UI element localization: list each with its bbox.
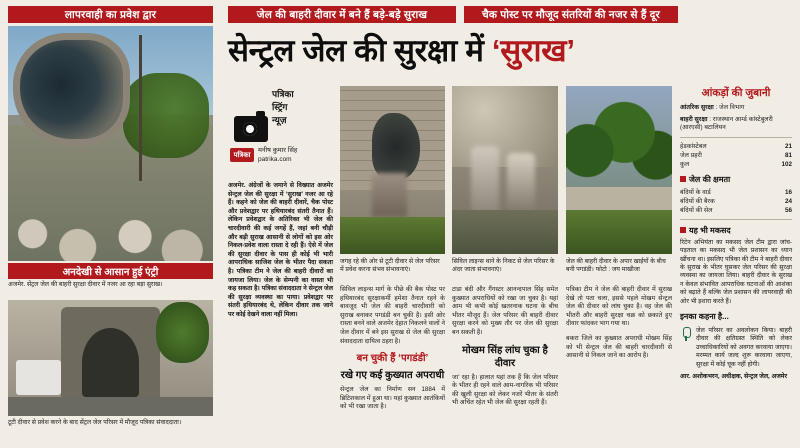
byline-site: patrika.com bbox=[258, 156, 292, 163]
subhead-criminals: रखे गए कई कुख्यात अपराधी bbox=[340, 370, 445, 382]
caption-badge-entry: अनदेखी से आसान हुई एंट्री bbox=[8, 263, 213, 279]
official-quote-text: जेल परिसर का अवलोकन किया। बाहरी दीवार की क्षतिग्रस्त स्थिति को लेकर उच्चाधिकारियों को अवगत करवाया जाएगा। मरम्मत कार्य जल्द शुरू करवाया जाएगा, सुरक्षा में कोई चूक नहीं होगी। bbox=[696, 327, 792, 368]
article-paragraph: सिविल लाइन्स मार्ग के पीछे की बैक पोस्ट पर हथियारबंद सुरक्षाकर्मी हमेशा तैनात रहने के बावजूद भी जेल की बाहरी चारदीवारी को सुराख बनाकर पगडंडी बन चुकी है। इसी ओर रास्ता बनने वाले अजमेर देहात निकलने वालों ने जेल दीवार में बने इस सुराख से जेल की सुरक्षा संवाददाता दायित्व ठहरा है। bbox=[340, 286, 445, 345]
patrika-badge: पत्रिका bbox=[230, 148, 254, 162]
article-paragraph: अजमेर. अंग्रेजों के जमाने से विख्यात अजमेर सेन्ट्रल जेल की सुरक्षा में ‘सुराख’ नजर आ रहे हैं। कहने को जेल की बाहरी दीवारें, चैक पोस्ट और प्रवेशद्वार पर हथियारबंद संतरी तैनात हैं। लेकिन प्रवेशद्वार के अतिरिक्त भी जेल की चारदीवारी की कई जगहें हैं, जहां बनी चौड़ी और बड़ी सुराख आसानी से लोगों को इस ओर निकल-प्रवेश वाला रास्ता दे रही हैं। ऐसे में जेल की सुरक्षा दीवार के पास ही कोई भी भारी आपराधिक साजिश जेल के भीतर पैदा सकता है। पत्रिका टीम ने जेल की बाहरी दीवारों का जायजा लिया। जेल के सेम्पनी का वास्ता भी कह सकता है। पत्रिका संवाददाता ने सेन्ट्रल जेल की सुरक्षा व्यवस्था का पाया। प्रवेशद्वार पर संतरी हथियारबंद थे, लेकिन दीवार तक जाने पर कोई देखने वाला नहीं मिला। bbox=[228, 182, 333, 318]
caption-brick-hole: जगह रहे की ओर से टूटी दीवार से जेल परिसर में प्रवेश करना संभव संभावनाएं। bbox=[340, 258, 440, 273]
stat-row bbox=[680, 206, 792, 215]
square-bullet-icon bbox=[680, 176, 686, 182]
subhead-mokham: मोखम सिंह लांघ चुका है दीवार bbox=[462, 344, 548, 369]
logo-words bbox=[272, 88, 294, 127]
article-paragraph: सेन्ट्रल जेल का निर्माण सन 1884 में ब्रिटिशकाल में हुआ था। यहां कुख्यात आतंकियों को भी रखा जाता है। bbox=[340, 386, 445, 411]
official-quote-attribution: आर. अशोकभरन, अधीक्षक, सेन्ट्रल जेल, अजमेर bbox=[680, 373, 788, 381]
photo-ground bbox=[452, 210, 558, 254]
stat-number: 21 bbox=[784, 142, 792, 150]
photo-rock bbox=[452, 86, 558, 167]
photo-vegetation bbox=[123, 73, 209, 158]
caption-two-men: सिविल लाइन्स थाने के निकट से जेल परिसर के अंदर जाता संभावनाएं। bbox=[452, 258, 555, 273]
photo-tree bbox=[156, 302, 209, 362]
stat-label: कुल bbox=[680, 160, 690, 168]
stat-label: बंदियों की सेल bbox=[680, 206, 713, 214]
article-column-3 bbox=[452, 286, 558, 414]
photo-wall-breach bbox=[8, 26, 213, 261]
page-title bbox=[228, 28, 788, 76]
article-column-4 bbox=[566, 286, 672, 367]
capacity-heading-label: जेल की क्षमता bbox=[689, 174, 731, 184]
stat-number: 16 bbox=[784, 188, 792, 196]
stats-panel bbox=[680, 86, 792, 381]
photo-brick-hole bbox=[340, 86, 445, 254]
stat-row bbox=[680, 142, 792, 151]
photo-two-men bbox=[452, 86, 558, 254]
divider bbox=[680, 219, 792, 220]
stat-number: 56 bbox=[784, 206, 792, 214]
caption-jail-gate: टूटी दीवार से प्रवेश करने के बाद सेंट्रल जेल परिसर में मौजूद पत्रिका संवाददाता। bbox=[8, 419, 182, 426]
logo-line-3: न्यूज़ bbox=[272, 115, 287, 125]
stat-label: बंदियों की बैरक bbox=[680, 197, 715, 205]
stat-row bbox=[680, 188, 792, 197]
photo-jail-gate bbox=[8, 300, 213, 416]
purpose-heading-label: यह भी मकसद bbox=[689, 225, 731, 235]
subhead-pagdandi: बन चुकी हैं ‘पगडंडी’ bbox=[356, 353, 429, 365]
stat-label: जेल प्रहरी bbox=[680, 151, 702, 159]
caption-outer-wall-path: जेल की बाहरी दीवार के अपार खाईयों के बीच बनी पगडंडी। फोटो : जय माखीजा bbox=[566, 258, 666, 273]
article-paragraph: टाडा बंदी और गैंगस्टर आनन्दपाल सिंह समेत कुख्यात अपराधियों को रखा जा चुका है। यहां आम भी कभी कोई खतरनाक घटना के बीच भीतर मौजूद हैं। जेल परिसर की बाहरी दीवार सुरक्षा करने को मुख्य तौर पर जेल की सुरक्षा बन सकती है। bbox=[452, 286, 558, 336]
photo-grass bbox=[340, 217, 445, 254]
article-column-2 bbox=[340, 286, 445, 418]
caption-wall-breach: अजमेर. सेंट्रल जेल की बाहरी सुरक्षा दीवार में नजर आ रहा बड़ा सुराख। bbox=[8, 281, 163, 288]
official-quote-block bbox=[680, 327, 792, 369]
photo-blurred-person-2 bbox=[507, 153, 535, 213]
byline bbox=[258, 146, 297, 164]
stat-kv: आंतरिक सुरक्षा : जेल विभाग bbox=[680, 104, 745, 111]
photo-trees bbox=[566, 96, 672, 187]
purpose-text: रिटेन अभियंता का मकसद जेल टीम द्वारा जांच-पड़ताल का मकसद भी जेल प्रशासन का ध्यान खींचना था। इसलिए पत्रिका की टीम ने बाहरी दीवार के सुराख के भीतर घुसकर जेल परिसर की सुरक्षा व्यवस्था का जायजा लिया। बाहरी दीवार के सुराख न केवल संभावित आपराधिक घटनाओं की आशंका को बढ़ाते हैं बल्कि जेल प्रशासन की लापरवाही की ओर भी इशारा करते हैं। bbox=[680, 238, 792, 305]
headline-quoted: ‘सुराख’ bbox=[491, 33, 575, 68]
stats-panel-title: आंकड़ों की जुबानी bbox=[701, 87, 771, 99]
stat-value: राजस्थान आर्म्ड कांस्टेबुलरी (आरएसी) बटालियन bbox=[680, 115, 773, 132]
article-paragraph: बकरा जिले का कुख्यात अपराधी मोखम सिंह को भी सेन्ट्रल जेल की बाहरी चारदीवारी से आसानी से निकल जाने का आरोप है। bbox=[566, 334, 672, 360]
stat-value: जेल विभाग bbox=[719, 104, 745, 111]
photo-hole bbox=[20, 40, 123, 139]
stat-row bbox=[680, 160, 792, 169]
quote-heading-label: इनका कहना है... bbox=[680, 312, 729, 322]
banner-middle: जेल की बाहरी दीवार में बने हैं बड़े-बड़े सुराख bbox=[228, 6, 456, 23]
stat-label: हेडकांस्टेबल bbox=[680, 142, 707, 150]
banner-right: चैक पोस्ट पर मौजूद संतरियों की नजर से हैं दूर bbox=[464, 6, 678, 23]
photo-blurred-person bbox=[372, 173, 408, 217]
logo-line-2: स्ट्रिंग bbox=[272, 102, 288, 112]
stat-number: 81 bbox=[784, 151, 792, 159]
square-bullet-icon bbox=[680, 227, 686, 233]
microphone-icon bbox=[680, 327, 692, 341]
patrika-sting-logo bbox=[228, 86, 340, 176]
stat-number: 24 bbox=[784, 197, 792, 205]
photo-outer-wall-path bbox=[566, 86, 672, 254]
byline-author: मनीष कुमार सिंह bbox=[258, 147, 298, 154]
stat-label: बंदियों के वार्ड bbox=[680, 188, 711, 196]
stat-kv: बाहरी सुरक्षा : राजस्थान आर्म्ड कांस्टेबुलरी (आरएसी) बटालियन bbox=[680, 115, 773, 132]
camera-icon bbox=[234, 116, 268, 142]
stat-key: आंतरिक सुरक्षा bbox=[680, 104, 714, 111]
quote-heading bbox=[680, 311, 792, 322]
stat-number: 102 bbox=[781, 160, 792, 168]
photo-road bbox=[8, 397, 213, 416]
photo-foreground bbox=[566, 210, 672, 254]
capacity-heading bbox=[680, 174, 792, 185]
photo-gate-arch bbox=[82, 328, 139, 398]
photo-pole bbox=[139, 35, 142, 181]
photo-hole bbox=[372, 113, 420, 180]
banner-left: लापरवाही का प्रवेश द्वार bbox=[8, 6, 213, 23]
headline-text: सेन्ट्रल जेल की सुरक्षा में bbox=[228, 33, 492, 68]
divider bbox=[680, 137, 792, 138]
article-paragraph: पत्रिका टीम ने जेल की बाहरी दीवार में सुराख देखे तो पता चला, इससे पहले मोखम सेन्ट्रल जेल की दीवार को लांघ चुका है। वह जेल की भीतरी और बाहरी सुरक्षा चक्र को छकाते हुए दीवार फांदकर भाग गया था। bbox=[566, 286, 672, 328]
photo-vehicle bbox=[16, 360, 61, 395]
stat-row bbox=[680, 151, 792, 160]
purpose-heading bbox=[680, 225, 792, 236]
stat-key: बाहरी सुरक्षा bbox=[680, 115, 708, 123]
photo-blurred-person-1 bbox=[471, 146, 499, 213]
article-column-1 bbox=[228, 182, 333, 326]
stat-row bbox=[680, 197, 792, 206]
article-paragraph: जा’ रहा है। हालात यहां तक हैं कि जेल परिसर के भीतर ही रहने वाले आम-नागरिक भी परिसर की खुली सुरक्षा को लेकर नजरें भीतर के संतरी भी अचिंत रहेत भी जेल की सुरक्षा रहती हैं। bbox=[452, 373, 558, 407]
logo-line-1: पत्रिका bbox=[272, 89, 294, 99]
